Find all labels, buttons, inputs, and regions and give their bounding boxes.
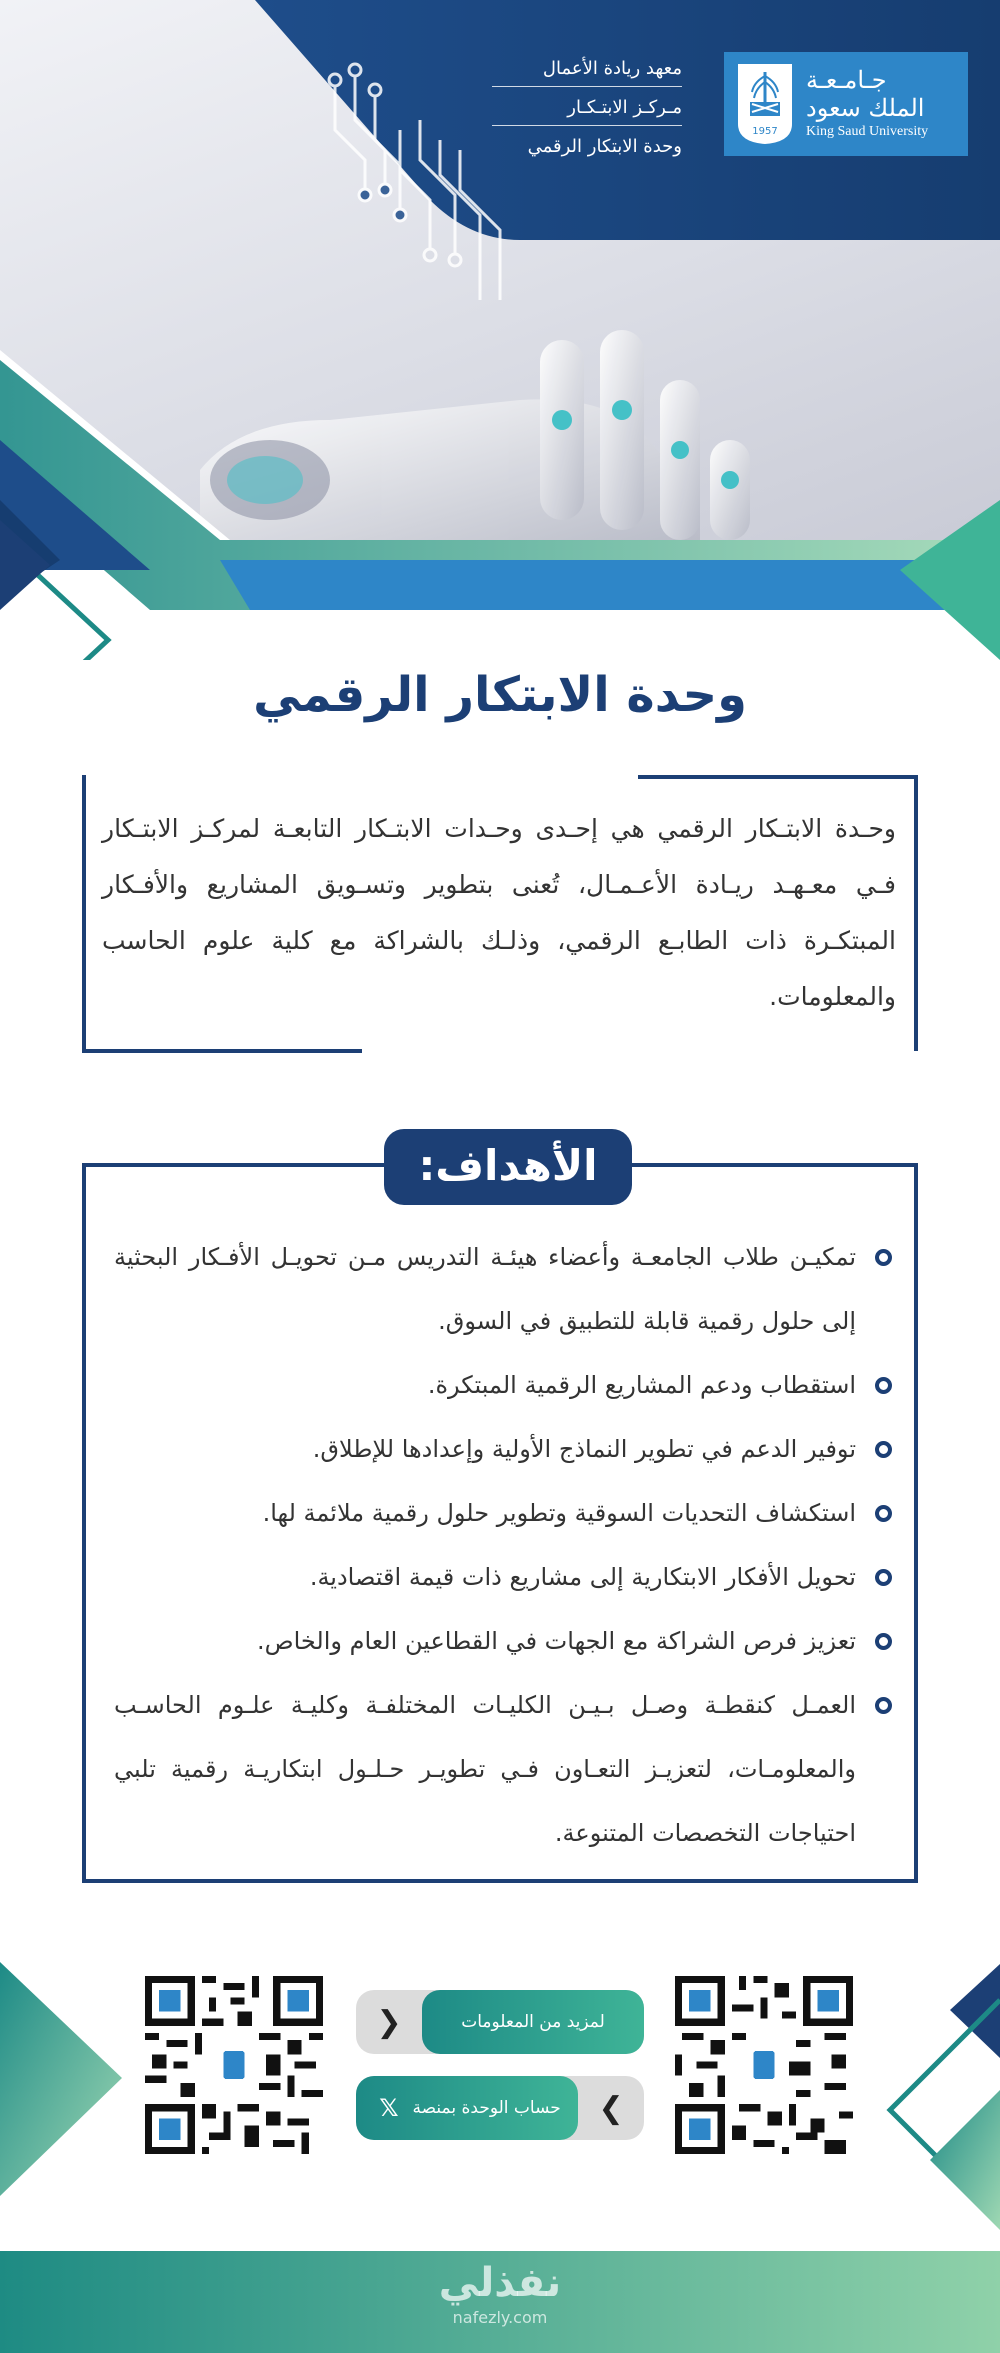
goal-text: تحويل الأفكار الابتكارية إلى مشاريع ذات قيمة اقتصادية.	[309, 1563, 856, 1591]
goals-list	[114, 1225, 892, 1865]
intro-box	[82, 775, 918, 1053]
goal-item	[114, 1417, 892, 1481]
qr-code-x-account[interactable]	[675, 1976, 853, 2154]
bullet-icon	[875, 1505, 892, 1522]
bullet-icon	[875, 1697, 892, 1714]
qr-code-icon	[675, 1976, 853, 2154]
goals-heading: الأهداف:	[384, 1129, 632, 1205]
more-info-button[interactable]	[356, 1990, 644, 2054]
bullet-icon	[875, 1441, 892, 1458]
more-info-label: لمزيد من المعلومات	[422, 1990, 644, 2054]
ksu-name-ar-line2: الملك سعود	[806, 94, 925, 122]
institute-line-2: مـركـز الابتـكـار	[492, 93, 682, 126]
watermark-en: nafezly.com	[452, 2308, 548, 2327]
bullet-icon	[875, 1249, 892, 1266]
goal-text: تعزيز فرص الشراكة مع الجهات في القطاعين العام والخاص.	[256, 1627, 856, 1655]
bottom-section	[0, 1940, 1000, 2353]
robot-hand-icon	[200, 330, 750, 540]
goal-item	[114, 1225, 892, 1353]
bullet-icon	[875, 1377, 892, 1394]
watermark	[0, 2258, 1000, 2328]
goal-item	[114, 1353, 892, 1417]
ksu-name-ar-line1: جـامـعـة	[806, 66, 887, 94]
intro-paragraph: وحـدة الابتـكار الرقمي هي إحـدى وحـدات الابتـكار التابعـة لمركـز الابتـكار فـي معـهـد ريـادة الأعـمـال، تُعنى بتطوير وتسـويق المشاريع والأفـكار المبتكـرة ذات الطابـع الرقمي، وذلـك بالشراكة مع كلية علوم الحاسب والمعلومات.	[102, 814, 896, 1011]
goal-item	[114, 1609, 892, 1673]
bullet-icon	[875, 1633, 892, 1650]
institute-line-1: معهد ريادة الأعمال	[492, 54, 682, 87]
institute-lines	[492, 54, 682, 170]
x-account-label-wrap	[356, 2076, 578, 2140]
ksu-logo-text	[806, 66, 928, 142]
qr-code-icon	[145, 1976, 323, 2154]
x-logo-icon: 𝕏	[379, 2094, 399, 2122]
watermark-ar: نفذلي	[438, 2260, 562, 2306]
x-account-button[interactable]	[356, 2076, 644, 2140]
goal-text: تمكيـن طلاب الجامعـة وأعضاء هيئـة التدريس مـن تحويـل الأفـكار البحثية إلى حلول رقمية قابلة للتطبيق في السوق.	[114, 1243, 856, 1335]
goal-item	[114, 1673, 892, 1865]
goal-item	[114, 1481, 892, 1545]
goal-item	[114, 1545, 892, 1609]
ksu-logo	[724, 52, 968, 156]
hero-banner	[0, 0, 1000, 660]
page-title: وحدة الابتكار الرقمي	[253, 667, 747, 723]
goal-text: استكشاف التحديات السوقية وتطوير حلول رقمية ملائمة لها.	[262, 1499, 856, 1527]
bullet-icon	[875, 1569, 892, 1586]
chevron-left-icon: ❮	[376, 2004, 402, 2040]
x-account-label: حساب الوحدة بمنصة	[412, 2098, 561, 2118]
ksu-name-en: King Saud University	[806, 124, 929, 139]
goal-text: استقطاب ودعم المشاريع الرقمية المبتكرة.	[427, 1371, 856, 1399]
goal-text: العمـل كنقطـة وصـل بـيـن الكليـات المختلفـة وكليـة علـوم الحاسـب والمعلومـات، لتعزيـز التعـاون فـي تطويـر حـلـول ابتكاريـة رقمية تلبي احتياجات التخصصات المتنوعة.	[114, 1691, 856, 1847]
qr-code-more-info[interactable]	[145, 1976, 323, 2154]
goal-text: توفير الدعم في تطوير النماذج الأولية وإعدادها للإطلاق.	[312, 1435, 856, 1463]
goals-box	[82, 1141, 918, 1883]
chevron-right-icon: ❯	[598, 2090, 624, 2126]
svg-text:1957: 1957	[752, 126, 778, 137]
ksu-emblem-icon	[734, 62, 796, 146]
institute-line-3: وحدة الابتكار الرقمي	[527, 136, 682, 157]
